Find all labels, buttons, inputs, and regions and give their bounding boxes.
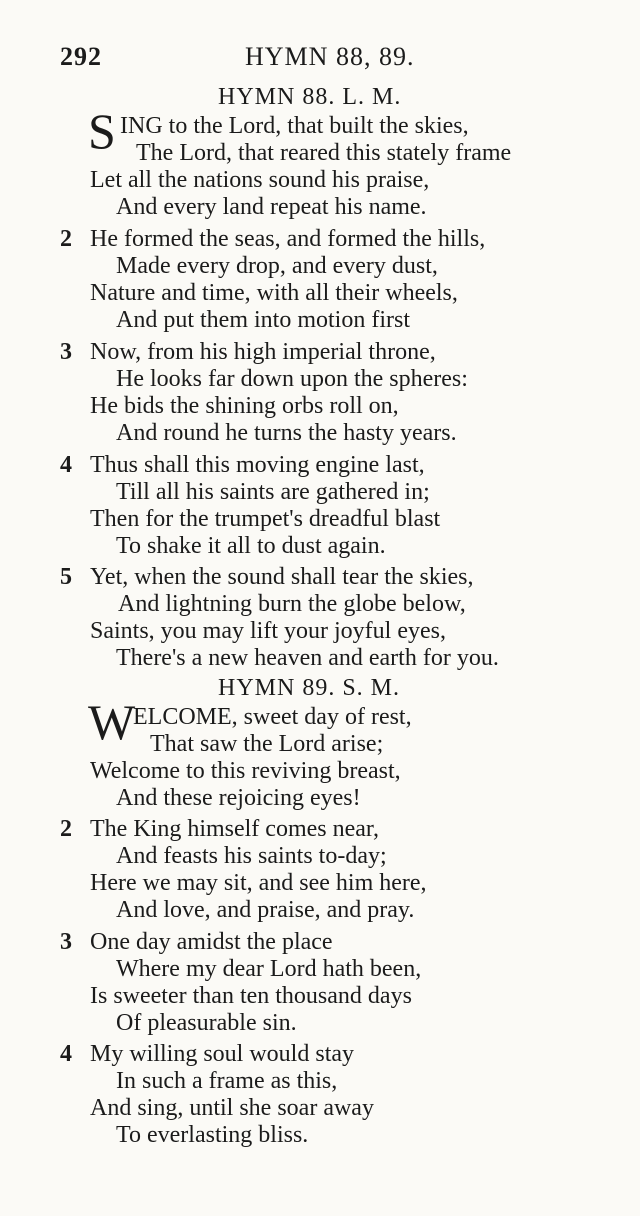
stanza-number: 3	[60, 339, 72, 365]
verse-line: And sing, until she soar away	[90, 1095, 374, 1121]
verse-line: Till all his saints are gathered in;	[116, 479, 430, 505]
verse-line: Saints, you may lift your joyful eyes,	[90, 618, 446, 644]
stanza-number: 4	[60, 1041, 72, 1067]
verse-line: He bids the shining orbs roll on,	[90, 393, 399, 419]
verse-line: ELCOME, sweet day of rest,	[133, 704, 412, 730]
verse-line: And round he turns the hasty years.	[116, 420, 457, 446]
verse-line: And feasts his saints to-day;	[116, 843, 387, 869]
page-number: 292	[60, 42, 102, 71]
verse-line: Made every drop, and every dust,	[116, 253, 438, 279]
verse-line: Then for the trumpet's dreadful blast	[90, 506, 441, 532]
stanza-number: 5	[60, 564, 72, 590]
verse-line: The Lord, that reared this stately frame	[136, 140, 512, 166]
verse-line: Now, from his high imperial throne,	[90, 339, 436, 365]
hymn-88-title: HYMN 88. L. M.	[218, 84, 402, 110]
stanza-number: 4	[60, 452, 72, 478]
verse-line: My willing soul would stay	[90, 1041, 355, 1067]
verse-line: Here we may sit, and see him here,	[90, 870, 427, 896]
verse-line: One day amidst the place	[90, 929, 333, 955]
verse-line: ING to the Lord, that built the skies,	[120, 113, 469, 139]
verse-line: To everlasting bliss.	[116, 1122, 309, 1148]
verse-line: Yet, when the sound shall tear the skies,	[90, 564, 474, 590]
running-head	[60, 42, 580, 76]
verse-line: And put them into motion first	[116, 307, 410, 333]
verse-line: Of pleasurable sin.	[116, 1010, 297, 1036]
verse-line: He looks far down upon the spheres:	[116, 366, 468, 392]
verse-line: There's a new heaven and earth for you.	[116, 645, 499, 671]
verse-line: Nature and time, with all their wheels,	[90, 280, 458, 306]
verse-line: And lightning burn the globe below,	[118, 591, 466, 617]
running-title: HYMN 88, 89.	[245, 42, 415, 71]
stanza-number: 2	[60, 816, 72, 842]
verse-line: And every land repeat his name.	[116, 194, 427, 220]
verse-line: Let all the nations sound his praise,	[90, 167, 430, 193]
hymn-88-dropcap: S	[88, 103, 116, 159]
stanza-number: 3	[60, 929, 72, 955]
verse-line: Is sweeter than ten thousand days	[90, 983, 412, 1009]
verse-line: He formed the seas, and formed the hills,	[90, 226, 486, 252]
verse-line: And these rejoicing eyes!	[116, 785, 361, 811]
verse-line: And love, and praise, and pray.	[116, 897, 415, 923]
verse-line: Welcome to this reviving breast,	[90, 758, 401, 784]
verse-line: In such a frame as this,	[116, 1068, 338, 1094]
verse-line: Thus shall this moving engine last,	[90, 452, 425, 478]
hymn-89-title: HYMN 89. S. M.	[218, 675, 401, 701]
verse-line: That saw the Lord arise;	[150, 731, 384, 757]
verse-line: Where my dear Lord hath been,	[116, 956, 422, 982]
stanza-number: 2	[60, 226, 72, 252]
hymn-89-dropcap: W	[88, 694, 136, 750]
verse-line: The King himself comes near,	[90, 816, 379, 842]
verse-line: To shake it all to dust again.	[116, 533, 386, 559]
